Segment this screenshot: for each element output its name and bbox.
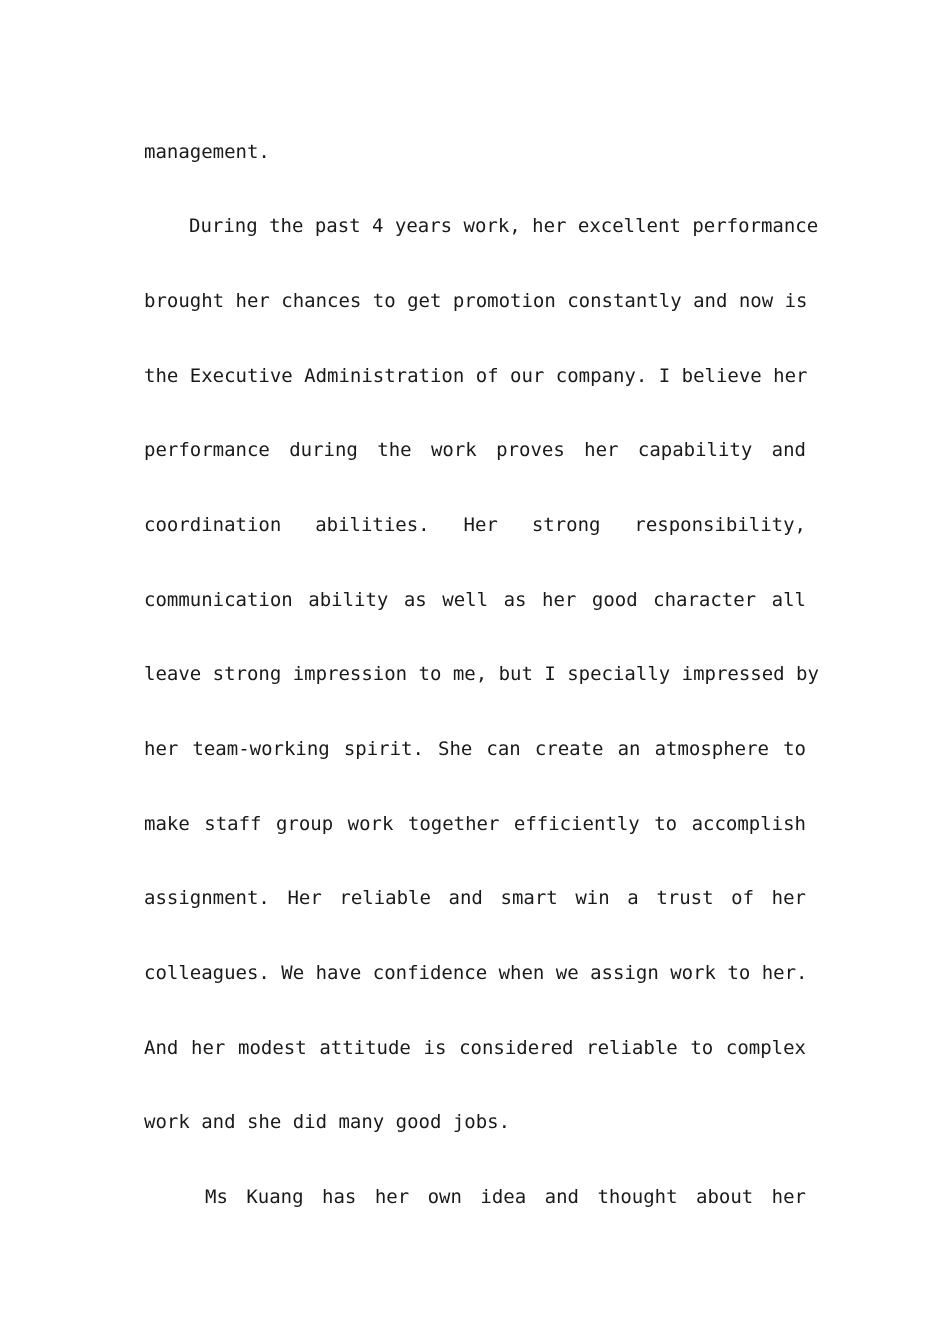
- text-line: colleagues. We have confidence when we assign work to her.: [144, 962, 808, 984]
- text-line: make staff group work together efficiently to accomplish: [144, 813, 806, 835]
- text-line: And her modest attitude is considered reliable to complex: [144, 1037, 806, 1059]
- text-line: leave strong impression to me, but I specially impressed by: [144, 663, 819, 685]
- text-line: assignment. Her reliable and smart win a trust of her: [144, 887, 806, 909]
- paragraph-start-line: During the past 4 years work, her excellent performance: [189, 215, 819, 237]
- text-line: coordination abilities. Her strong responsibility,: [144, 514, 806, 536]
- text-line: brought her chances to get promotion constantly and now is: [144, 290, 808, 312]
- text-line: the Executive Administration of our company. I believe her: [144, 365, 808, 387]
- text-line: performance during the work proves her capability and: [144, 439, 806, 461]
- text-line: work and she did many good jobs.: [144, 1111, 511, 1133]
- text-line: management.: [144, 141, 270, 163]
- text-line: communication ability as well as her good character all: [144, 589, 806, 611]
- paragraph-start-line: Ms Kuang has her own idea and thought about her: [205, 1186, 806, 1208]
- text-line: her team-working spirit. She can create an atmosphere to: [144, 738, 806, 760]
